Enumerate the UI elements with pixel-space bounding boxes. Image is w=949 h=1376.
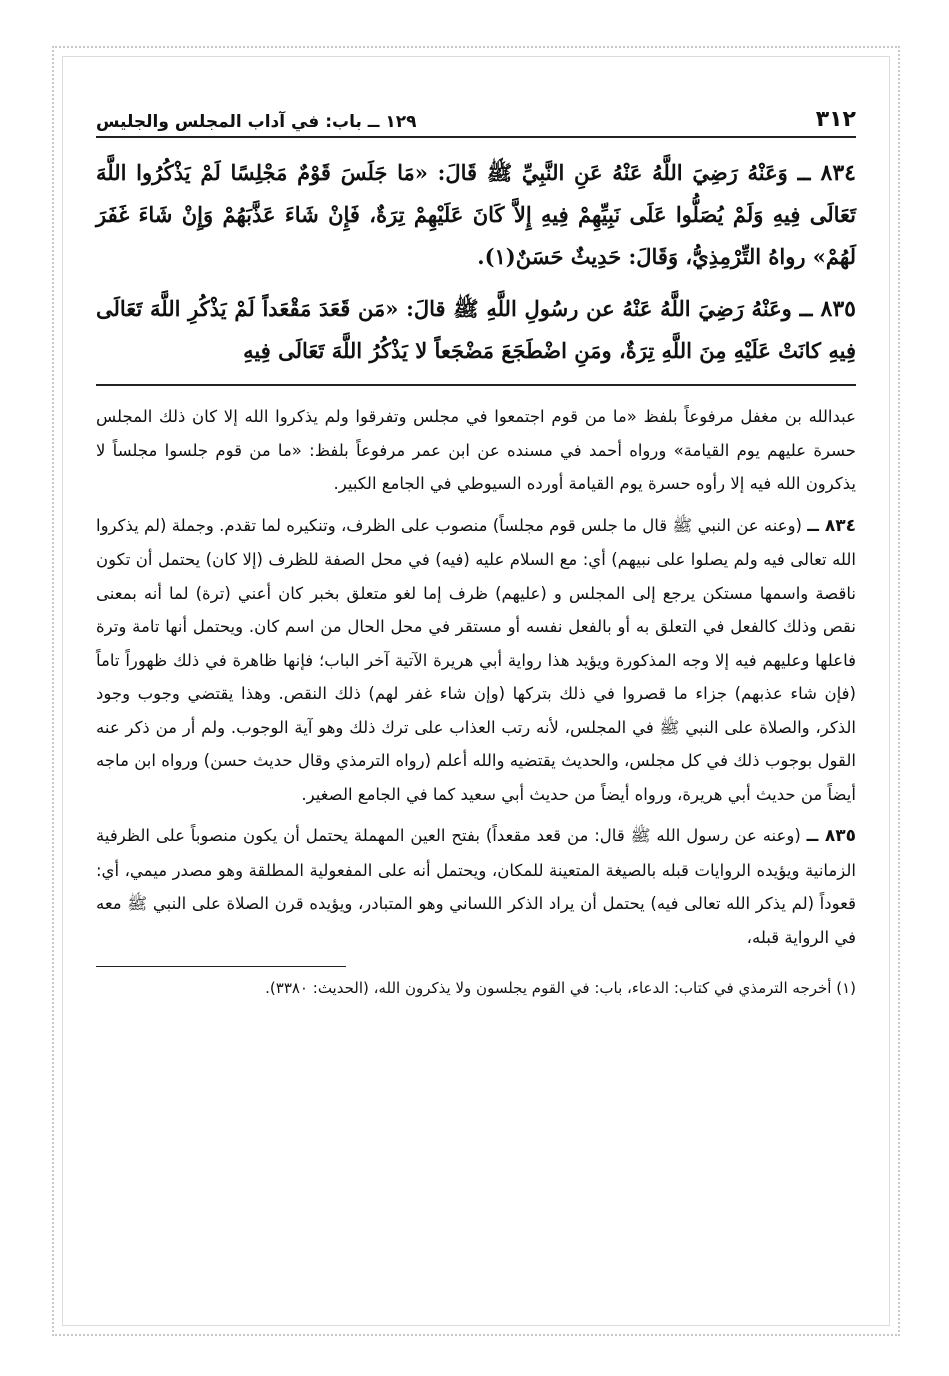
commentary-continuation: عبدالله بن مغفل مرفوعاً بلفظ «ما من قوم اجتمعوا في مجلس وتفرقوا ولم يذكروا الله إلا كان ذلك المجلس حسرة عليهم يوم القيامة» ورواه أحمد في مسنده عن ابن عمر مرفوعاً بلفظ: «ما من قوم جلسوا مجلساً لا يذكرون الله فيه إلا رأوه حسرة يوم القيامة أورده السيوطي في الجامع الكبير. [96, 407, 856, 493]
footnote: (١) أخرجه الترمذي في كتاب: الدعاء، باب: في القوم يجلسون ولا يذكرون الله، (الحديث: ٣٣٨٠). [265, 979, 856, 997]
page-number: ٣١٢ [815, 107, 856, 132]
hadith-number: ٨٣٥ ــ [799, 296, 856, 322]
hadith-text: وَعَنْهُ رَضِيَ اللَّهُ عَنْهُ عَنِ النَّبِيِّ ﷺ قَالَ: «مَا جَلَسَ قَوْمٌ مَجْلِسًا لَمْ يَذْكُرُوا اللَّهَ تَعَالَى فِيهِ وَلَمْ يُصَلُّوا عَلَى نَبِيِّهِمْ فِيهِ إِلاَّ كَانَ عَلَيْهِمْ تِرَةٌ، فَإِنْ شَاءَ عَذَّبَهُمْ وَإِنْ شَاءَ غَفَرَ لَهُمْ» رواهُ التِّرْمِذِيُّ، وَقَالَ: حَدِيثٌ حَسَنٌ(١). [96, 160, 856, 269]
page-content [96, 96, 856, 1001]
hadith-835 [96, 288, 856, 372]
commentary-835 [96, 819, 856, 954]
commentary-text: (وعنه عن النبي ﷺ قال ما جلس قوم مجلساً) منصوب على الظرف، وتنكيره لما تقدم. وجملة (لم يذكروا الله تعالى فيه ولم يصلوا على نبيهم) أي: مع السلام عليه (فيه) في محل الصفة للظرف (إلا كان) يحتمل أن تكون ناقصة واسمها مستكن يرجع إلى المجلس و (عليهم) ظرف إما لغو متعلق بخبر كان أعني (ترة) لما أنه بمعنى نقص وذلك كالفعل في التعلق به أو بالفعل نفسه أو مستقر في محل الحال من اسم كان. ويحتمل أنها تامة وترة فاعلها وعليهم فيه إلا وجه المذكورة ويؤيد هذا رواية أبي هريرة الآتية آخر الباب؛ فإنها ظاهرة في ذلك ظهوراً تاماً (فإن شاء عذبهم) جزاء ما قصروا في ذلك بتركها (وإن شاء غفر لهم) ذلك النقص. وهذا يقتضي وجوب وجود الذكر، والصلاة على النبي ﷺ في المجلس، لأنه رتب العذاب على ترك ذلك وهو آية الوجوب. ولم أر من ذكر عنه القول بوجوب ذلك في كل مجلس، والحديث يقتضيه والله أعلم (رواه الترمذي وقال حديث حسن) ورواه ابن ماجه أيضاً من حديث أبي هريرة، ورواه أيضاً من حديث أبي سعيد كما في الجامع الصغير. [96, 515, 856, 804]
hadith-834 [96, 152, 856, 278]
hadith-number: ٨٣٤ ــ [797, 160, 856, 186]
section-divider [96, 384, 856, 386]
commentary-number: ٨٣٥ ــ [806, 826, 856, 846]
commentary [96, 400, 856, 954]
footnote-divider [96, 966, 856, 967]
hadith-text: وعَنْهُ رَضِيَ اللَّهُ عَنْهُ عن رسُولِ اللَّهِ ﷺ قالَ: «مَن قَعَدَ مَقْعَداً لَمْ يَذْكُرِ اللَّهَ تَعَالَى فِيهِ كانَتْ عَلَيْهِ مِنَ اللَّهِ تِرَةٌ، ومَنِ اضْطَجَعَ مَضْجَعاً لا يَذْكُرُ اللَّهَ تَعَالَى فِيهِ [96, 296, 856, 363]
commentary-834 [96, 509, 856, 812]
commentary-number: ٨٣٤ ــ [807, 515, 857, 536]
chapter-title: ١٢٩ ــ باب: في آداب المجلس والجليس [96, 112, 417, 132]
commentary-text: (وعنه عن رسول الله ﷺ قال: من قعد مقعداً) بفتح العين المهملة يحتمل أن يكون منصوباً على الظرفية الزمانية ويؤيده الروايات قبله بالصيغة المتعينة للمكان، ويحتمل أنه على المفعولية المطلقة وهو مصدر ميمي، أي: قعوداً (لم يذكر الله تعالى فيه) يحتمل أن يراد الذكر اللساني وهو المتبادر، ويؤيده قرن الصلاة على النبي ﷺ معه في الرواية قبله، [96, 826, 856, 947]
running-header [96, 96, 856, 138]
